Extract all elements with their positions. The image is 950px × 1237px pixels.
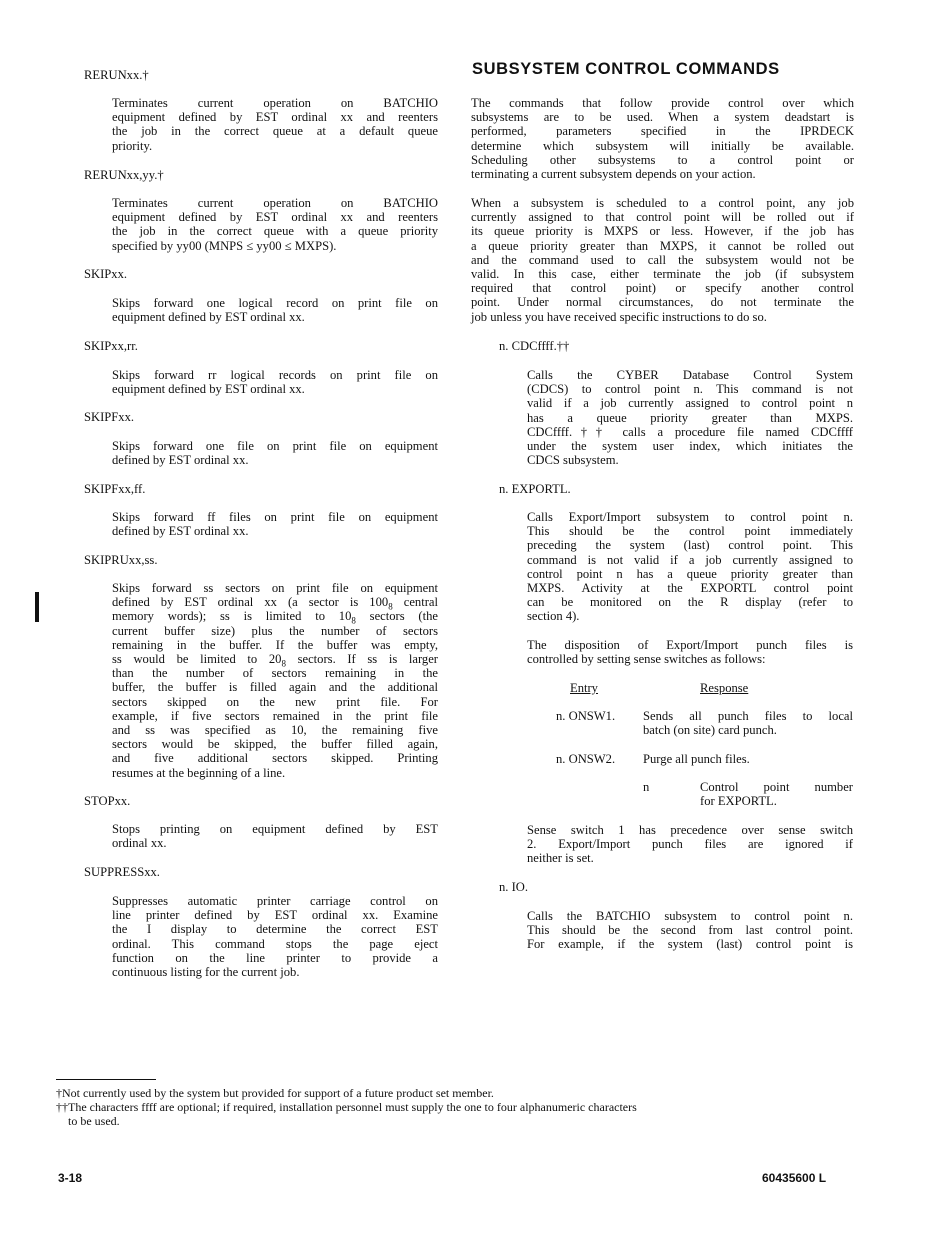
intro-paragraph: The commands that follow provide control over which subsystems are to be used. When a system deadstart is performed, parameters specified in the IPRDECK determine which subsystem will initially be available. Scheduling other subsystems to a control point or terminating a current subsystem depends on your action.: [471, 96, 854, 182]
footnote-single-dagger: †Not currently used by the system but provided for support of a future product set member.: [56, 1086, 494, 1100]
command-skip-xx-rr: SKIPxx,rr.: [84, 339, 138, 353]
table-row-response: Sends all punch files to local batch (on site) card punch.: [643, 709, 853, 738]
desc-skipf-xx: Skips forward one file on print file on equipment defined by EST ordinal xx.: [112, 439, 438, 468]
document-number: 60435600 L: [762, 1171, 827, 1185]
footnote-double-dagger: ††The characters ffff are optional; if required, installation personnel must supply the one to four alphanumeric characters: [56, 1100, 637, 1114]
table-header-entry: Entry: [570, 681, 598, 695]
desc-rerun-xx: Terminates current operation on BATCHIO equipment defined by EST ordinal xx and reenters the job in the correct queue at a default queue priority.: [112, 96, 438, 153]
change-bar: [35, 592, 39, 622]
command-rerun-xx-yy: RERUNxx,yy.†: [84, 168, 164, 182]
section-heading: SUBSYSTEM CONTROL COMMANDS: [472, 60, 780, 78]
desc-exportl: Calls Export/Import subsystem to control point n. This should be the control point immediately preceding the system (last) control point. This command is not valid if a job currently assigned to control point n has a queue priority greater than MXPS. Activity at the EXPORTL control point can be monitored on the R display (refer to section 4).: [527, 510, 853, 624]
disposition-paragraph: The disposition of Export/Import punch files is controlled by setting sense switches as follows:: [527, 638, 853, 667]
table-row-response: Control point number for EXPORTL.: [700, 780, 853, 809]
command-skip-xx: SKIPxx.: [84, 267, 128, 281]
desc-skipf-xx-ff: Skips forward ff files on print file on equipment defined by EST ordinal xx.: [112, 510, 438, 539]
footnote-rule: [56, 1079, 156, 1080]
command-io: n. IO.: [499, 880, 529, 894]
desc-skipru-xx-ss: Skips forward ss sectors on print file on equipment defined by EST ordinal xx (a sector is $100_8$ central memory words); ss is limited to $10_8$ sectors (the current buffer size) plus the number of sectors remaining in the buffer. If the buffer was empty, ss would be limited to $20_8$ sectors. If ss is larger than the number of sectors remaining in the buffer, the buffer is filled again and the additional sectors skipped on the new print file. For example, if five sectors remained in the print file and ss was specified as 10, the remaining five sectors would be skipped, the buffer filled again, and five additional sectors skipped. Printing resumes at the beginning of a line.: [112, 581, 439, 780]
command-exportl: n. EXPORTL.: [499, 482, 571, 496]
desc-suppress-xx: Suppresses automatic printer carriage control on line printer defined by EST ordinal xx. Examine the I display to determine the correct EST ordinal. This command stops the page eject function on the line printer to provide a continuous listing for the current job.: [112, 894, 438, 980]
sense-switch-paragraph: Sense switch 1 has precedence over sense switch 2. Export/Import punch files are ignored if neither is set.: [527, 823, 853, 866]
desc-skip-xx: Skips forward one logical record on print file on equipment defined by EST ordinal xx.: [112, 296, 438, 325]
table-row-entry: n. ONSW2.: [556, 752, 616, 766]
command-skipf-xx: SKIPFxx.: [84, 410, 135, 424]
table-header-response: Response: [700, 681, 749, 695]
table-row-entry: n: [643, 780, 650, 794]
desc-stop-xx: Stops printing on equipment defined by EST ordinal xx.: [112, 822, 438, 851]
command-stop-xx: STOPxx.: [84, 794, 131, 808]
command-skipru-xx-ss: SKIPRUxx,ss.: [84, 553, 158, 567]
table-row-response: Purge all punch files.: [643, 752, 750, 766]
command-skipf-xx-ff: SKIPFxx,ff.: [84, 482, 146, 496]
desc-cdcffff: Calls the CYBER Database Control System (CDCS) to control point n. This command is not valid if a job currently assigned to control point n has a queue priority greater than MXPS. CDCffff.†† calls a procedure file named CDCffff under the system user index, which initiates the CDCS subsystem.: [527, 368, 853, 468]
footnote-double-dagger-continued: to be used.: [68, 1114, 120, 1128]
desc-skip-xx-rr: Skips forward rr logical records on print file on equipment defined by EST ordinal xx.: [112, 368, 438, 397]
command-suppress-xx: SUPPRESSxx.: [84, 865, 160, 879]
scheduling-paragraph: When a subsystem is scheduled to a control point, any job currently assigned to that control point will be rolled out if its queue priority is MXPS or less. However, if the job has a queue priority greater than MXPS, it cannot be rolled out and the command used to call the subsystem would not be valid. In this case, either terminate the job (if subsystem required that control point) or specify another control point. Under normal circumstances, do not terminate the job unless you have received specific instructions to do so.: [471, 196, 854, 324]
command-rerun-xx: RERUNxx.†: [84, 68, 149, 82]
command-cdcffff: n. CDCffff.††: [499, 339, 570, 353]
desc-io: Calls the BATCHIO subsystem to control point n. This should be the second from last control point. For example, if the system (last) control point is: [527, 909, 853, 952]
page-number: 3-18: [58, 1171, 83, 1185]
desc-rerun-xx-yy: Terminates current operation on BATCHIO equipment defined by EST ordinal xx and reenters the job in the correct queue with a queue priority specified by yy00 (MNPS ≤ yy00 ≤ MXPS).: [112, 196, 438, 253]
table-row-entry: n. ONSW1.: [556, 709, 616, 723]
